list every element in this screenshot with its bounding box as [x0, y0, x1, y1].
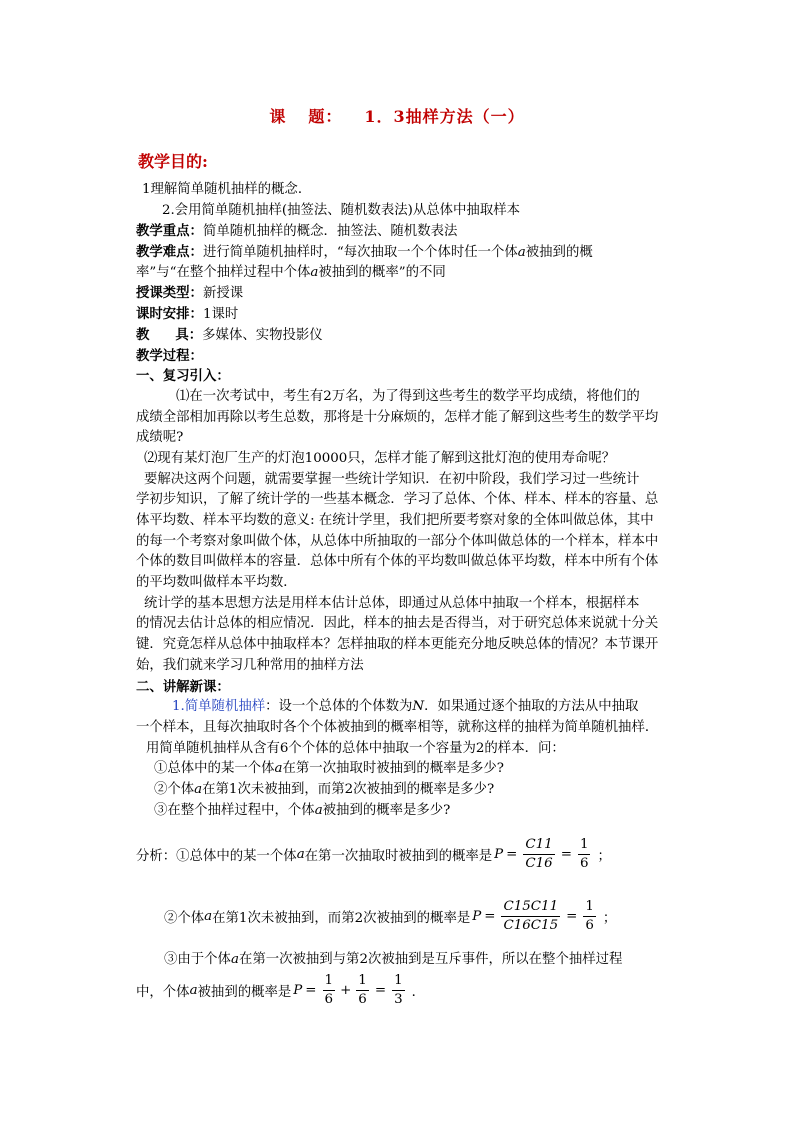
- question-2: ②个体a在第1次未被抽到，而第2次被抽到的概率是多少?: [154, 781, 495, 797]
- analysis-3-line-1: ③由于个体a在第一次被抽到与第2次被抽到是互斥事件，所以在整个抽样过程: [164, 952, 623, 967]
- para-3-line-6: 的平均数叫做样本平均数．: [136, 575, 297, 591]
- title-text: 1．3抽样方法（一）: [364, 107, 525, 126]
- para-4-line-4: 始，我们就来学习几种常用的抽样方法: [136, 657, 364, 673]
- difficulties: 教学难点：进行简单随机抽样时，“每次抽取一个个体时任一个体a被抽到的概: [136, 244, 593, 261]
- section-new-lesson: 二、讲解新课：: [136, 678, 230, 695]
- question-3: ③在整个抽样过程中，个体a被抽到的概率是多少?: [154, 802, 451, 818]
- fraction-1-6: $\frac{1}{6}$: [579, 837, 589, 871]
- body-text: [136, 180, 681, 821]
- para-4-line-3: 键．究竟怎样从总体中抽取样本？怎样抽取的样本更能充分地反映总体的情况？本节课开: [136, 637, 659, 653]
- para-4-line-2: 的情况去估计总体的相应情况．因此，样本的抽去是否得当，对于研究总体来说就十分关: [136, 616, 659, 632]
- aim-2: 2.会用简单随机抽样(抽签法、随机数表法)从总体中抽取样本: [162, 202, 520, 218]
- aim-1: 1理解简单随机抽样的概念．: [142, 182, 312, 197]
- analysis-1: 分析：①总体中的某一个体 a 在第一次抽取时被抽到的概率是 P = $\frac{C11}{C16}$ = $\frac{1}{6}$ ；: [136, 837, 611, 871]
- lesson-type: 授课类型：新授课: [136, 285, 244, 302]
- analysis-3-line-2: 中，个体 a 被抽到的概率是 P = $\frac{1}{6}$ + $\frac{1}{6}$ = $\frac{1}{3}$ ．: [136, 973, 425, 1007]
- para-3-line-2: 学初步知识，了解了统计学的一些基本概念．学习了总体、个体、样本、样本的容量、总: [136, 492, 659, 508]
- para-3-line-4: 的每一个考察对象叫做个体，从总体中所抽取的一部分个体叫做总体的一个样本，样本中: [136, 533, 659, 549]
- key-points: 教学重点：简单随机抽样的概念．抽签法、随机数表法: [136, 223, 458, 240]
- para-3-line-5: 个体的数目叫做样本的容量．总体中所有个体的平均数叫做总体平均数，样本中所有个体: [136, 554, 659, 570]
- teaching-tools: 教 具：多媒体、实物投影仪: [136, 326, 323, 343]
- fraction-1-6-b: $\frac{1}{6}$: [585, 899, 594, 933]
- example: 用简单随机抽样从含有6个个体的总体中抽取一个容量为2的样本．问：: [146, 740, 565, 756]
- fraction-c11-c61: $\frac{C11}{C16}$: [525, 837, 553, 871]
- fraction-c51c11-c61c51: $\frac{C15C11}{C16C15}$: [503, 899, 559, 933]
- lesson-time: 课时安排：1课时: [136, 306, 239, 323]
- title-label-b: 题：: [308, 107, 343, 126]
- para-1-line-1: ⑴在一次考试中，考生有2万名，为了得到这些考生的数学平均成绩，将他们的: [176, 388, 640, 404]
- section-review: 一、复习引入：: [136, 368, 230, 385]
- difficulties-cont: 率”与“在整个抽样过程中个体a被抽到的概率”的不同: [136, 264, 446, 280]
- definition-line-2: 一个样本，且每次抽取时各个个体被抽到的概率相等，就称这样的抽样为简单随机抽样．: [136, 719, 659, 735]
- para-4-line-1: 统计学的基本思想方法是用样本估计总体，即通过从总体中抽取一个样本，根据样本: [144, 595, 640, 611]
- para-3-line-3: 体平均数、样本平均数的意义: 在统计学里，我们把所要考察对象的全体叫做总体，其中: [136, 513, 654, 528]
- para-1-line-3: 成绩呢?: [136, 430, 184, 446]
- para-3-line-1: 要解决这两个问题，就需要掌握一些统计学知识．在初中阶段，我们学习过一些统计: [144, 471, 640, 487]
- title-label-a: 课: [269, 107, 287, 126]
- question-1: ①总体中的某一个体a在第一次抽取时被抽到的概率是多少?: [154, 761, 504, 777]
- para-1-line-2: 成绩全部相加再除以考生总数，那将是十分麻烦的，怎样才能了解到这些考生的数学平均: [136, 409, 659, 425]
- definition-line-1: 1.简单随机抽样：设一个总体的个体数为N．如果通过逐个抽取的方法从中抽取: [172, 699, 639, 715]
- lesson-title: [0, 104, 794, 127]
- analysis-2: ②个体 a 在第1次未被抽到，而第2次被抽到的概率是 P = $\frac{C15C11}{C16C15}$ = $\frac{1}{6}$ ；: [164, 899, 617, 933]
- process-label: 教学过程：: [136, 347, 203, 364]
- analysis-3: [136, 950, 681, 971]
- aims-heading: 教学目的:: [138, 152, 208, 171]
- para-2: ⑵现有某灯泡厂生产的灯泡10000只，怎样才能了解到这批灯泡的使用寿命呢？: [144, 450, 616, 466]
